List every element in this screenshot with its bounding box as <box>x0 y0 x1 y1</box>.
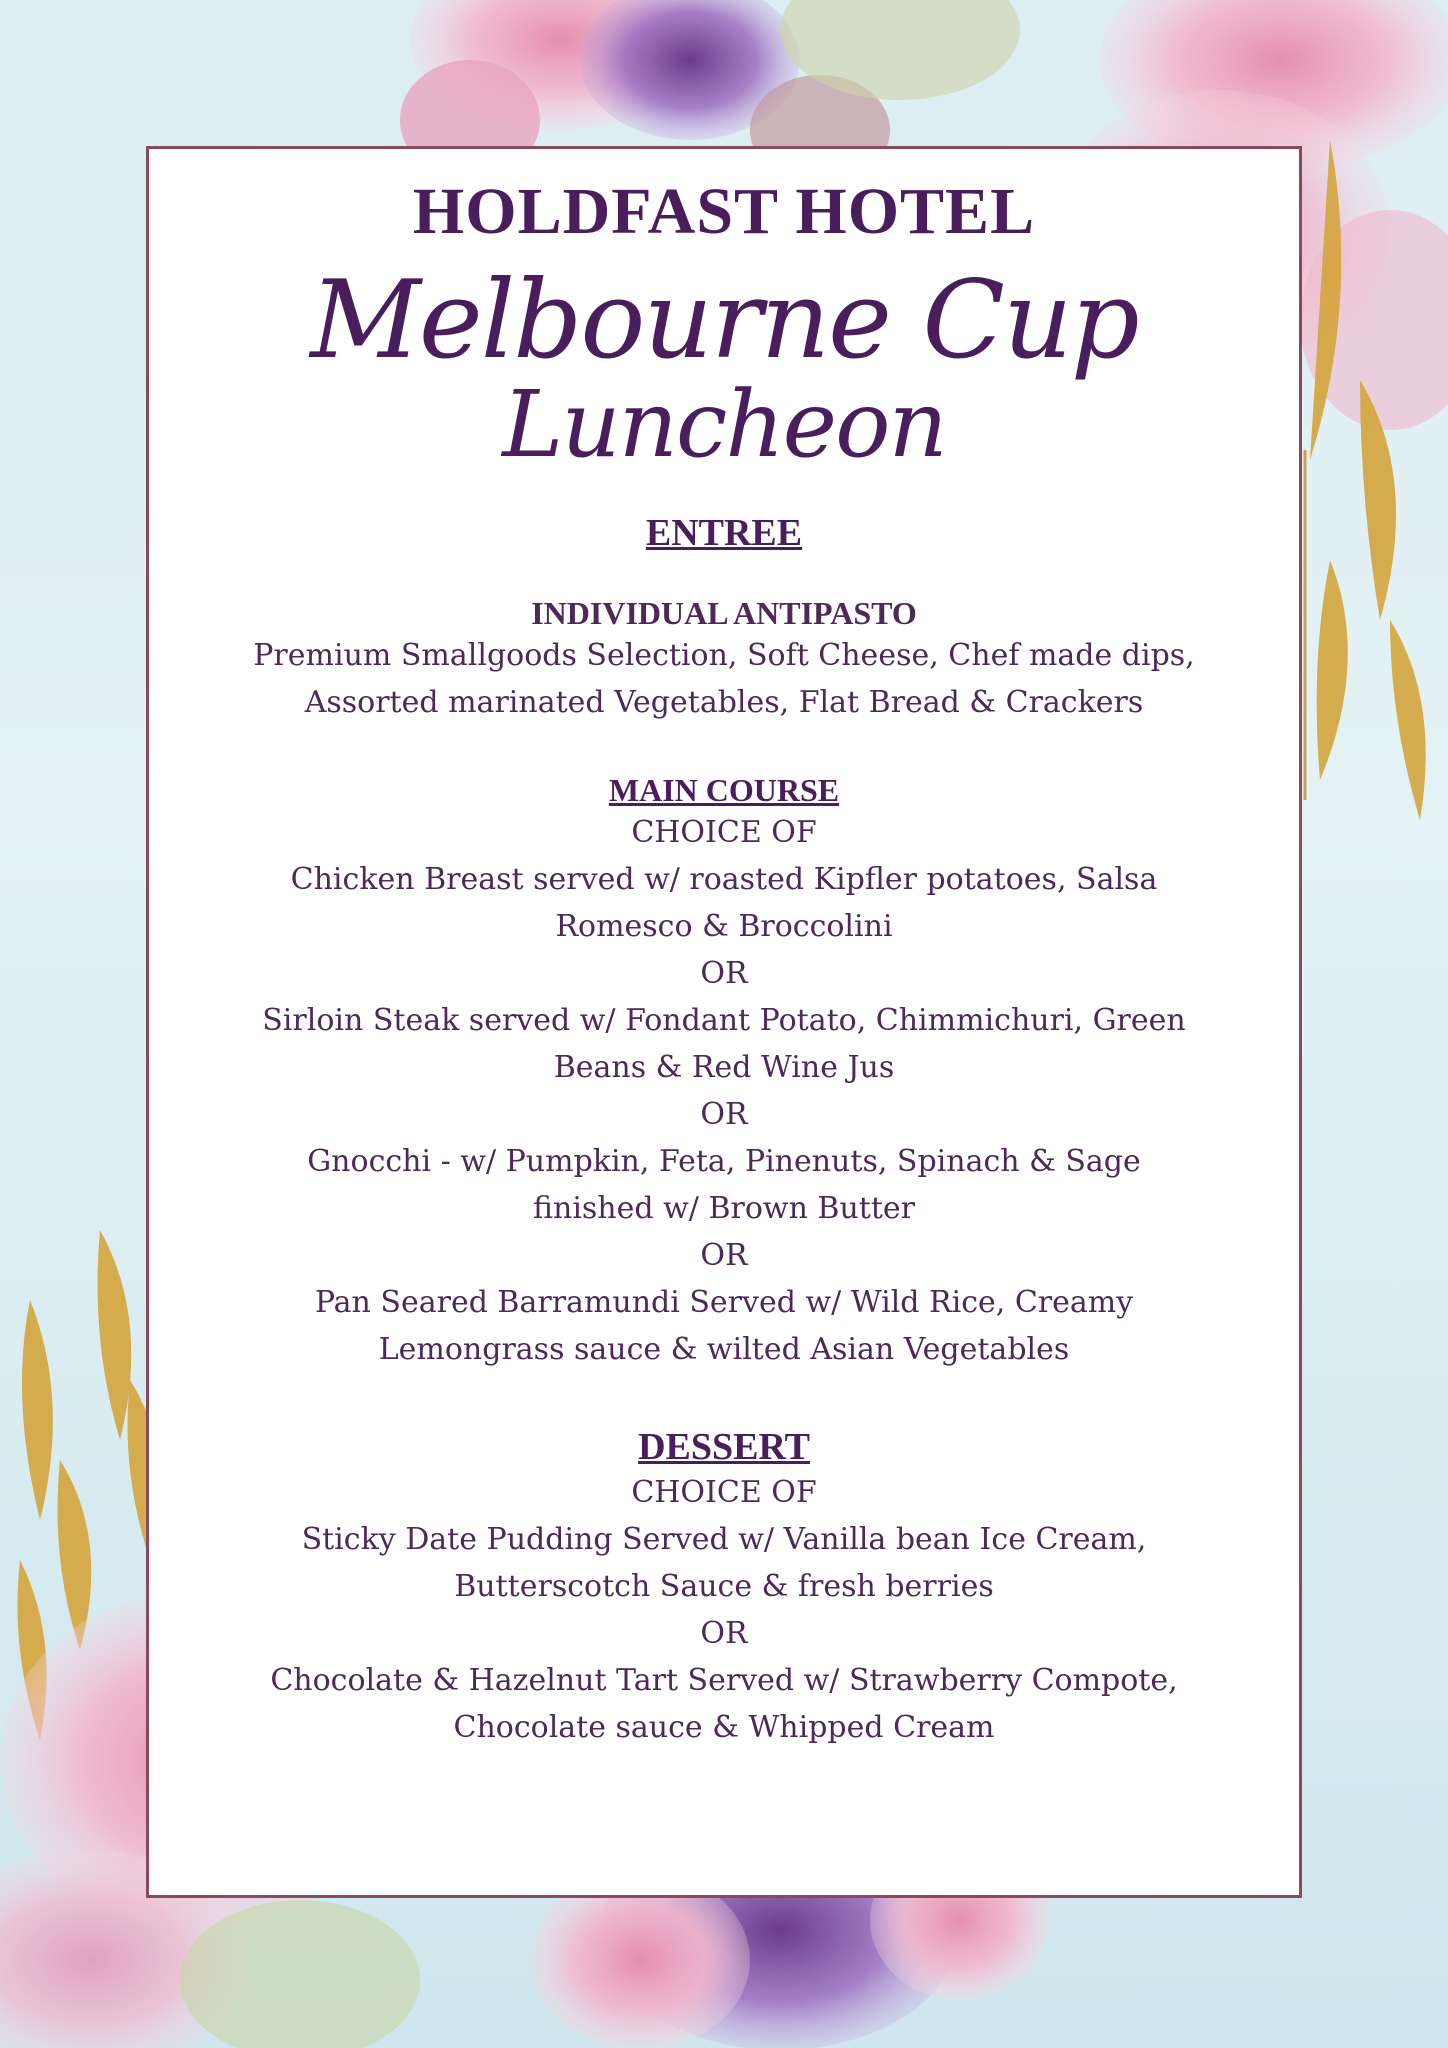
event-title-line2: Luncheon <box>502 370 946 478</box>
entree-line: Premium Smallgoods Selection, Soft Cheese, Chef made dips, <box>253 637 1195 673</box>
main-course-heading: MAIN COURSE <box>608 771 840 808</box>
entree-line: Assorted marinated Vegetables, Flat Bread & Crackers <box>304 684 1144 720</box>
main-course-line: Beans & Red Wine Jus <box>553 1049 895 1085</box>
main-course-line: Chicken Breast served w/ roasted Kipfler potatoes, Salsa <box>290 861 1158 897</box>
dessert-line: OR <box>700 1615 748 1651</box>
main-course-line: Romesco & Broccolini <box>555 908 893 944</box>
main-course-line: Sirloin Steak served w/ Fondant Potato, Chimmichuri, Green <box>262 1002 1186 1038</box>
main-course-line: Lemongrass sauce & wilted Asian Vegetables <box>378 1331 1070 1367</box>
entree-dish-name: INDIVIDUAL ANTIPASTO <box>531 594 917 631</box>
hotel-name: HOLDFAST HOTEL <box>412 175 1036 248</box>
dessert-line: Butterscotch Sauce & fresh berries <box>454 1568 994 1604</box>
dessert-line: Sticky Date Pudding Served w/ Vanilla bean Ice Cream, <box>301 1521 1147 1557</box>
dessert-heading: DESSERT <box>638 1425 810 1468</box>
main-course-line: OR <box>700 1237 748 1273</box>
main-course-line: OR <box>700 955 748 991</box>
main-course-line: Gnocchi - w/ Pumpkin, Feta, Pinenuts, Spinach & Sage <box>307 1143 1141 1179</box>
dessert-line: CHOICE OF <box>631 1474 817 1510</box>
main-course-line: CHOICE OF <box>631 814 817 850</box>
menu-content <box>146 146 1302 1751</box>
entree-heading: ENTREE <box>645 511 803 554</box>
event-title-line1: Melbourne Cup <box>310 257 1138 383</box>
main-course-line: OR <box>700 1096 748 1132</box>
main-course-line: finished w/ Brown Butter <box>532 1190 916 1226</box>
dessert-line: Chocolate & Hazelnut Tart Served w/ Strawberry Compote, <box>270 1662 1178 1698</box>
dessert-line: Chocolate sauce & Whipped Cream <box>453 1709 995 1745</box>
main-course-line: Pan Seared Barramundi Served w/ Wild Rice, Creamy <box>314 1284 1134 1320</box>
